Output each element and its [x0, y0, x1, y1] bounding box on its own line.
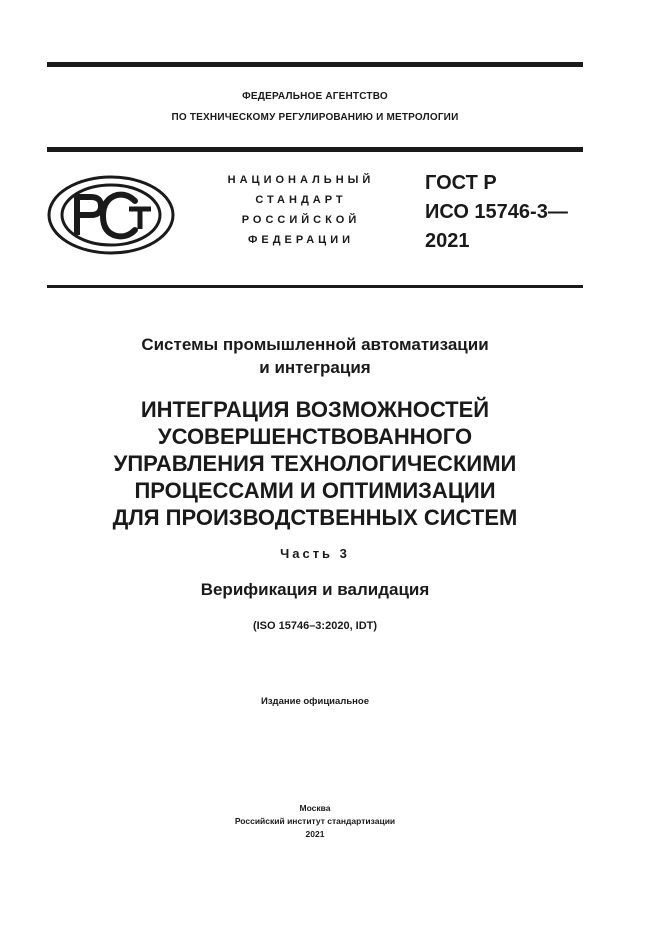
designation-line3: 2021 — [425, 230, 470, 252]
agency-name-line2: ПО ТЕХНИЧЕСКОМУ РЕГУЛИРОВАНИЮ И МЕТРОЛОГИИ — [171, 112, 459, 123]
part-title: Верификация и валидация — [200, 580, 430, 599]
national-standard-line1: НАЦИОНАЛЬНЫЙ — [227, 174, 375, 186]
title-line2: УСОВЕРШЕНСТВОВАННОГО — [157, 424, 473, 449]
title-line3: УПРАВЛЕНИЯ ТЕХНОЛОГИЧЕСКИМИ — [113, 451, 517, 476]
publisher-institute: Российский институт стандартизации — [234, 816, 396, 826]
rst-mark-icon — [47, 175, 175, 255]
agency-name-line1: ФЕДЕРАЛЬНОЕ АГЕНТСТВО — [242, 91, 388, 102]
national-standard-line2: СТАНДАРТ — [255, 194, 347, 206]
standard-designation — [425, 169, 568, 256]
section-rule — [47, 285, 583, 288]
subtitle-line2: и интеграция — [259, 358, 371, 377]
title-line5: ДЛЯ ПРОИЗВОДСТВЕННЫХ СИСТЕМ — [112, 505, 518, 530]
document-title — [47, 396, 583, 531]
iso-reference: (ISO 15746–3:2020, IDT) — [252, 620, 378, 632]
publisher-city: Москва — [299, 803, 331, 813]
top-rule — [47, 62, 583, 67]
part-number: Часть 3 — [280, 546, 350, 561]
document-subtitle — [47, 333, 583, 379]
national-standard-label — [210, 170, 392, 250]
title-line1: ИНТЕГРАЦИЯ ВОЗМОЖНОСТЕЙ — [140, 397, 490, 422]
edition-label: Издание официальное — [261, 696, 369, 707]
title-line4: ПРОЦЕССАМИ И ОПТИМИЗАЦИИ — [134, 478, 496, 503]
publication-year: 2021 — [305, 829, 325, 839]
designation-line2: ИСО 15746-3— — [425, 201, 568, 223]
subtitle-line1: Системы промышленной автоматизации — [141, 335, 489, 354]
national-standard-line4: ФЕДЕРАЦИИ — [247, 234, 355, 246]
national-standard-line3: РОССИЙСКОЙ — [241, 214, 361, 226]
header-rule — [47, 147, 583, 152]
designation-line1: ГОСТ Р — [425, 172, 497, 194]
